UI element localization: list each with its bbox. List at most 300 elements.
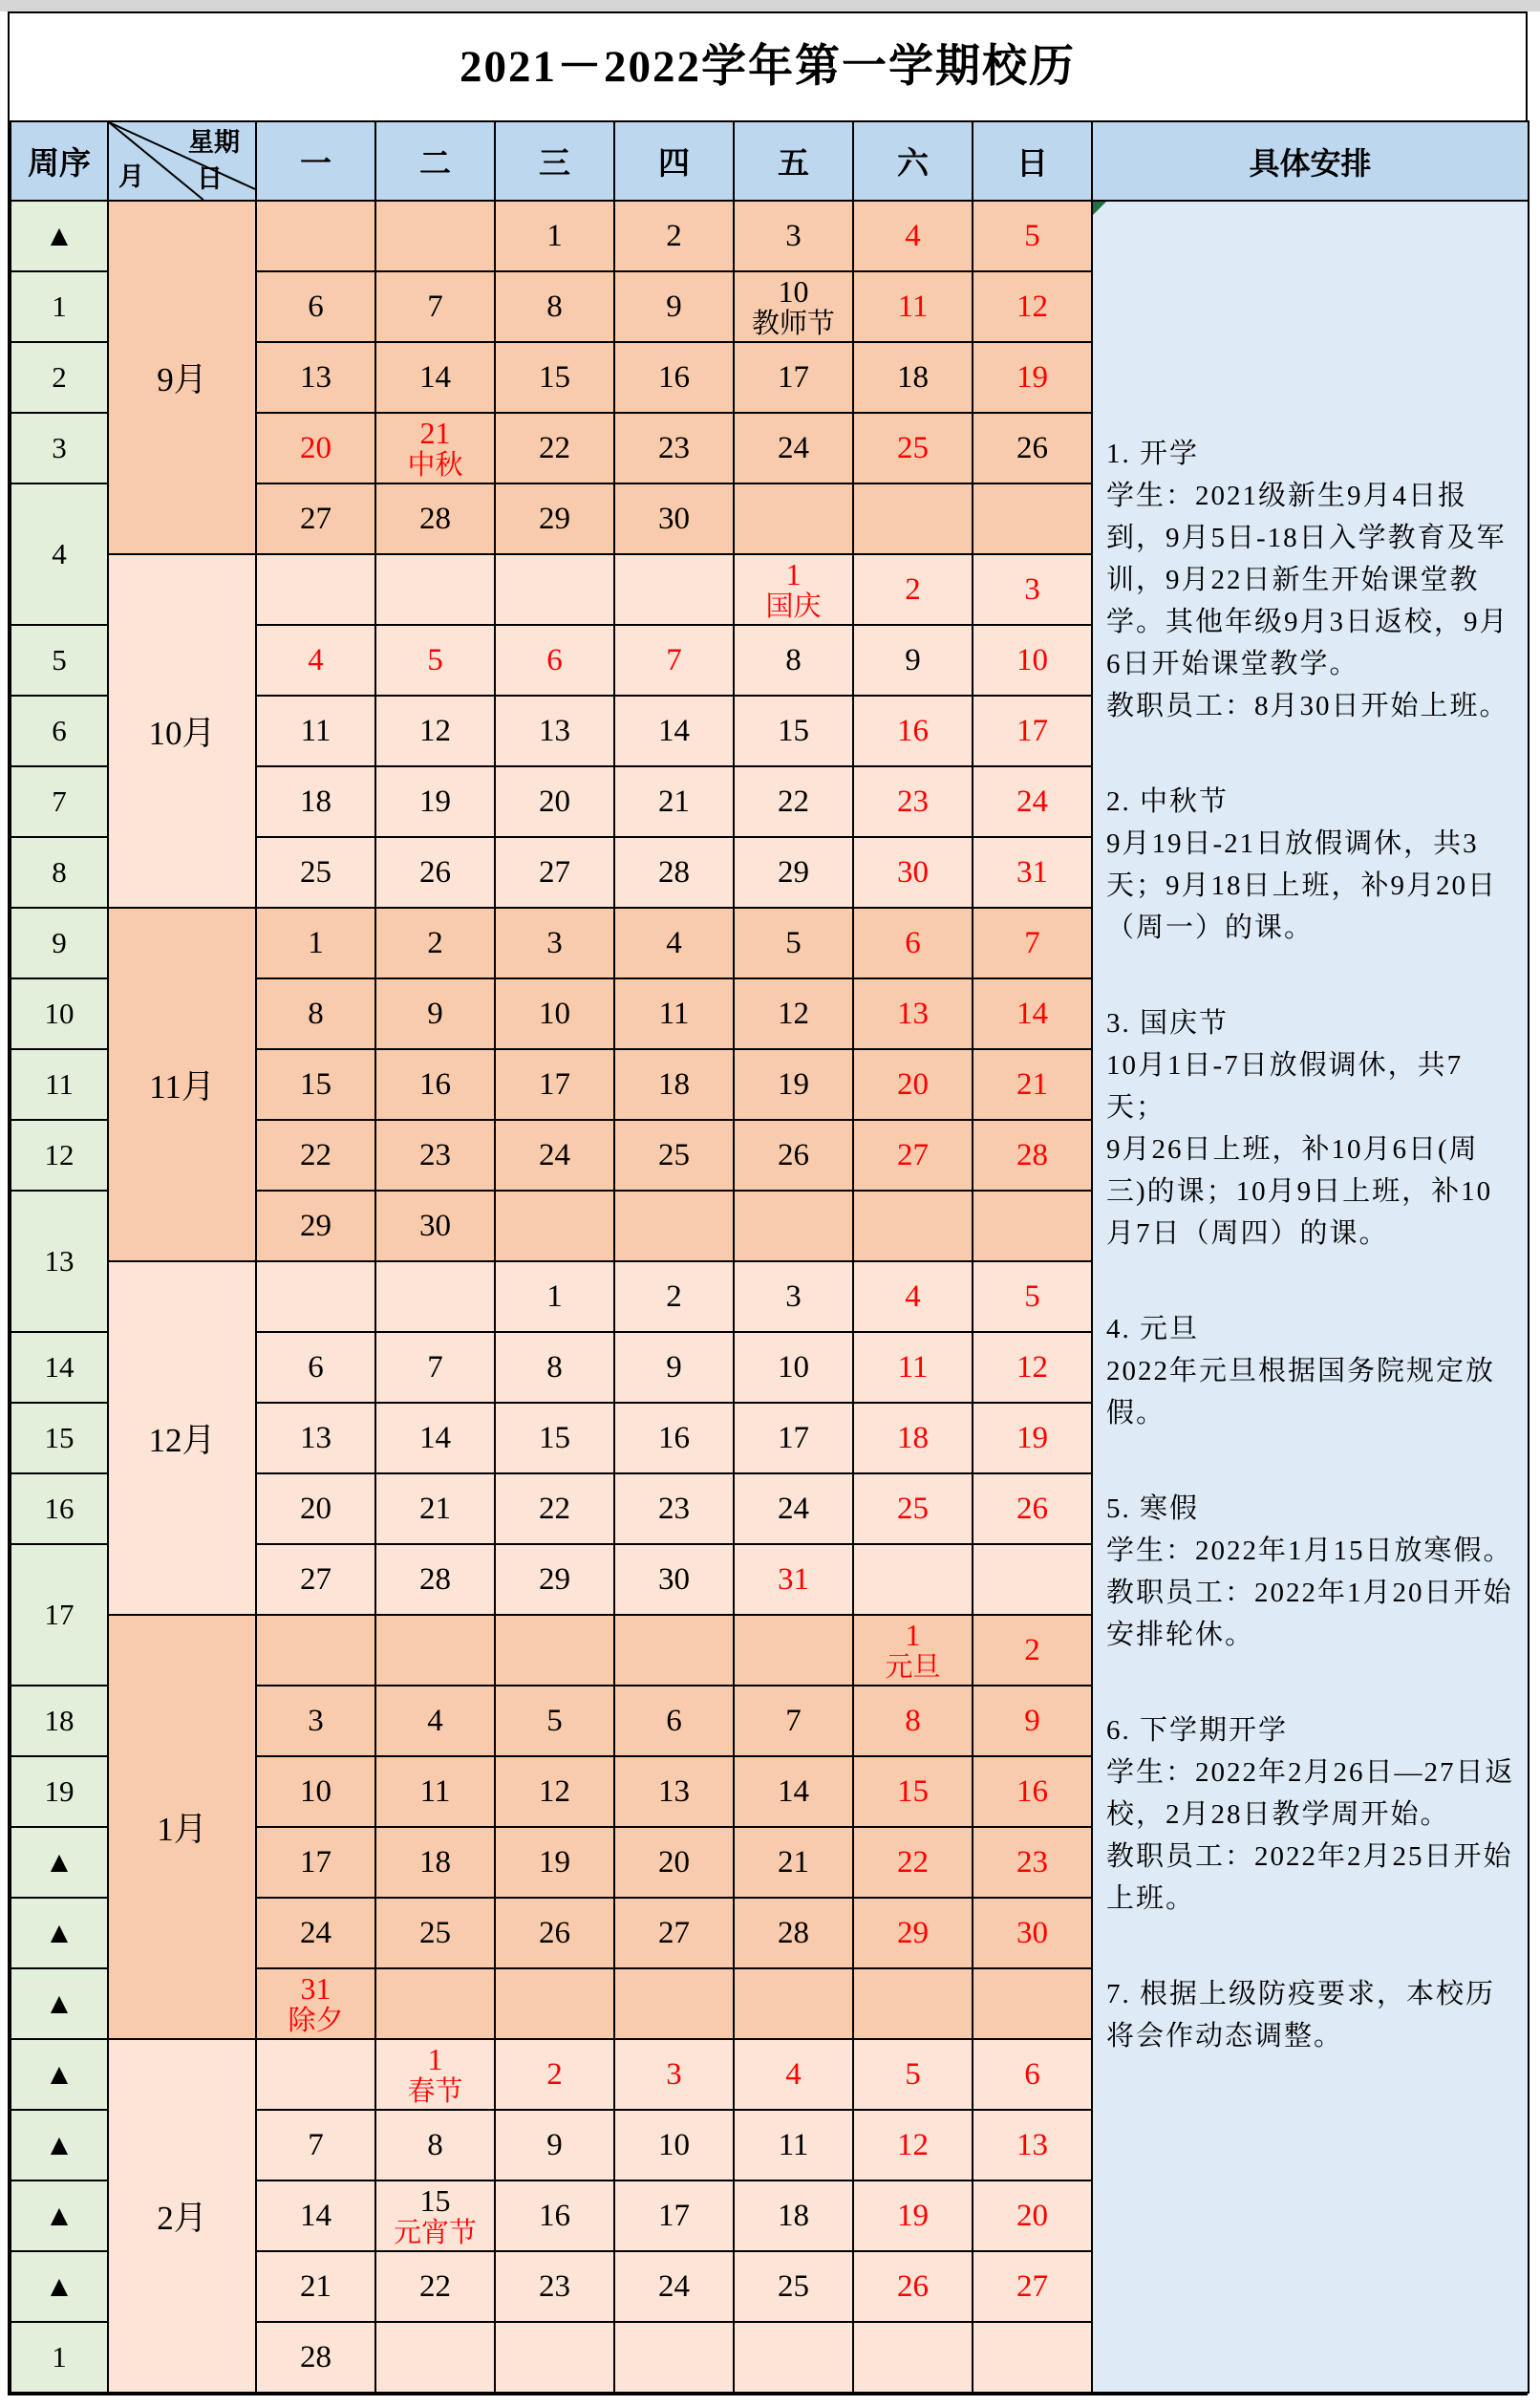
day-number: 7	[427, 1349, 443, 1385]
day-number: 2	[905, 571, 921, 607]
month-label-cell: 10月	[108, 554, 256, 908]
day-cell	[495, 1827, 614, 1898]
day-cell	[973, 2110, 1092, 2180]
day-number: 12	[539, 1773, 570, 1809]
day-cell	[973, 271, 1092, 342]
day-cell	[614, 554, 734, 625]
day-number: 23	[897, 784, 929, 819]
note-line: 6. 下学期开学	[1106, 1715, 1289, 1746]
day-cell	[734, 1827, 853, 1898]
day-cell	[853, 1898, 973, 1968]
day-number: 14	[300, 2198, 332, 2233]
day-cell	[734, 413, 853, 483]
day-cell	[495, 1968, 614, 2039]
day-cell	[495, 483, 614, 554]
day-cell	[495, 2251, 614, 2322]
day-cell	[853, 1191, 973, 1261]
day-cell	[734, 1756, 853, 1827]
day-cell	[734, 1332, 853, 1403]
note-line: 4. 元旦	[1106, 1314, 1200, 1344]
day-cell	[734, 271, 853, 342]
day-number: 8	[308, 996, 324, 1031]
day-number: 18	[658, 1066, 690, 1102]
holiday-label: 中秋	[407, 449, 463, 481]
day-number: 5	[1024, 1278, 1040, 1314]
day-number: 13	[300, 1420, 332, 1455]
day-number: 22	[300, 1137, 332, 1172]
day-number: 11	[897, 289, 929, 324]
day-number: 25	[778, 2268, 809, 2304]
day-number: 22	[539, 430, 570, 465]
day-cell	[375, 1968, 495, 2039]
day-number: 9	[666, 289, 682, 324]
day-number: 24	[539, 1137, 570, 1172]
day-cell	[375, 1615, 495, 1686]
day-number: 19	[1016, 1420, 1048, 1455]
day-cell	[973, 1332, 1092, 1403]
day-number: 25	[300, 854, 332, 890]
day-number: 24	[300, 1915, 332, 1950]
week-number-cell: 12	[11, 1120, 108, 1191]
day-number: 3	[308, 1703, 324, 1738]
day-number: 20	[539, 784, 570, 819]
day-number: 25	[419, 1915, 451, 1950]
day-cell	[973, 2039, 1092, 2110]
header-row	[11, 121, 1529, 201]
day-number: 21	[419, 415, 451, 450]
day-cell	[734, 342, 853, 413]
day-number: 16	[539, 2198, 570, 2233]
day-cell	[256, 1615, 375, 1686]
note-section	[1106, 1488, 1516, 1656]
day-cell	[256, 342, 375, 413]
day-cell	[256, 2251, 375, 2322]
day-number: 20	[300, 1491, 332, 1526]
day-cell	[375, 908, 495, 978]
day-cell	[614, 1544, 734, 1615]
day-cell	[614, 271, 734, 342]
day-number: 25	[658, 1137, 690, 1172]
day-number: 28	[419, 1561, 451, 1597]
week-number-cell: 5	[11, 625, 108, 696]
day-cell	[614, 1756, 734, 1827]
week-number-cell: ▲	[11, 2180, 108, 2251]
week-number-cell: 16	[11, 1473, 108, 1544]
day-number: 13	[1016, 2127, 1048, 2162]
day-cell	[973, 413, 1092, 483]
day-number: 9	[1024, 1703, 1040, 1738]
note-line: 5. 寒假	[1106, 1493, 1200, 1524]
day-cell	[853, 1403, 973, 1473]
day-cell	[973, 201, 1092, 271]
day-cell	[495, 2322, 614, 2393]
day-cell	[375, 1544, 495, 1615]
day-number: 21	[300, 2268, 332, 2304]
day-number: 6	[308, 289, 324, 324]
day-cell	[614, 1191, 734, 1261]
day-number: 12	[1016, 289, 1048, 324]
week-number-cell: 14	[11, 1332, 108, 1403]
day-number: 17	[1016, 713, 1048, 748]
day-cell	[734, 2180, 853, 2251]
day-cell	[614, 766, 734, 837]
day-cell	[853, 837, 973, 908]
day-number: 5	[427, 642, 443, 677]
note-line: 9月19日-21日放假调休，共3天；9月18日上班，补9月20日（周一）的课。	[1106, 828, 1498, 943]
day-cell	[853, 2110, 973, 2180]
day-cell	[256, 1332, 375, 1403]
month-label-cell: 9月	[108, 201, 256, 554]
day-number: 21	[419, 1491, 451, 1526]
day-cell	[256, 1049, 375, 1120]
note-line: 3. 国庆节	[1106, 1008, 1230, 1039]
day-number: 29	[539, 1561, 570, 1597]
day-cell	[973, 1686, 1092, 1756]
day-number: 7	[785, 1703, 802, 1738]
month-label-cell: 2月	[108, 2039, 256, 2393]
note-section	[1106, 1973, 1516, 2057]
day-cell	[614, 1968, 734, 2039]
day-cell	[495, 766, 614, 837]
week-number-cell: 1	[11, 2322, 108, 2393]
day-cell	[734, 1120, 853, 1191]
day-cell	[495, 978, 614, 1049]
day-cell	[973, 342, 1092, 413]
day-number: 12	[778, 996, 809, 1031]
note-line: 学生：2022年2月26日—27日返校，2月28日教学周开始。	[1106, 1757, 1515, 1830]
day-number: 14	[778, 1773, 809, 1809]
day-cell	[495, 837, 614, 908]
day-number: 3	[666, 2056, 682, 2092]
day-cell	[495, 1120, 614, 1191]
day-number: 20	[897, 1066, 929, 1102]
day-cell	[614, 1049, 734, 1120]
day-cell	[853, 2180, 973, 2251]
day-number: 10	[1016, 642, 1048, 677]
day-number: 23	[658, 430, 690, 465]
day-number: 15	[778, 713, 809, 748]
day-cell	[256, 908, 375, 978]
day-cell	[734, 1049, 853, 1120]
day-cell	[734, 696, 853, 766]
day-number: 19	[778, 1066, 809, 1102]
day-number: 24	[778, 1491, 809, 1526]
day-number: 31	[778, 1561, 809, 1597]
day-number: 11	[300, 713, 332, 748]
day-number: 28	[778, 1915, 809, 1950]
day-number: 28	[300, 2339, 332, 2374]
day-cell	[973, 1403, 1092, 1473]
day-cell	[375, 1261, 495, 1332]
day-number: 1	[427, 2041, 443, 2076]
day-cell	[614, 1898, 734, 1968]
week-number-cell: 4	[11, 483, 108, 625]
day-cell	[973, 1827, 1092, 1898]
day-number: 21	[1016, 1066, 1048, 1102]
day-number: 18	[897, 1420, 929, 1455]
day-cell	[375, 2110, 495, 2180]
day-number: 29	[300, 1208, 332, 1243]
day-cell	[256, 1756, 375, 1827]
day-number: 22	[897, 1844, 929, 1880]
day-cell	[375, 342, 495, 413]
week-number-cell: 18	[11, 1686, 108, 1756]
day-number: 20	[658, 1844, 690, 1880]
day-number: 24	[1016, 784, 1048, 819]
day-cell	[853, 1968, 973, 2039]
day-cell	[256, 1686, 375, 1756]
day-cell	[973, 766, 1092, 837]
day-cell	[375, 413, 495, 483]
day-cell	[614, 2039, 734, 2110]
day-cell	[495, 1898, 614, 1968]
day-cell	[853, 271, 973, 342]
day-number: 8	[905, 1703, 921, 1738]
day-cell	[973, 1473, 1092, 1544]
day-cell	[973, 837, 1092, 908]
day-cell	[853, 978, 973, 1049]
day-number: 15	[897, 1773, 929, 1809]
day-number: 2	[666, 1278, 682, 1314]
day-number: 30	[1016, 1915, 1048, 1950]
day-number: 27	[300, 1561, 332, 1597]
day-number: 17	[778, 1420, 809, 1455]
day-number: 18	[419, 1844, 451, 1880]
notes-panel	[1092, 201, 1529, 2393]
day-number: 1	[308, 925, 324, 960]
day-cell	[973, 1191, 1092, 1261]
day-cell	[853, 1049, 973, 1120]
day-cell	[614, 1686, 734, 1756]
day-cell	[853, 201, 973, 271]
day-number: 15	[300, 1066, 332, 1102]
note-section	[1106, 1709, 1516, 1920]
day-cell	[853, 1332, 973, 1403]
day-number: 8	[427, 2127, 443, 2162]
note-line: 2. 中秋节	[1106, 786, 1230, 817]
diagonal-weekday-label: 星期	[188, 128, 240, 157]
day-cell	[495, 201, 614, 271]
day-number: 24	[778, 430, 809, 465]
week-number-cell: 1	[11, 271, 108, 342]
day-cell	[495, 1261, 614, 1332]
day-number: 30	[419, 1208, 451, 1243]
header-sunday: 日	[973, 121, 1092, 201]
day-cell	[495, 1049, 614, 1120]
day-cell	[973, 696, 1092, 766]
day-cell	[614, 2322, 734, 2393]
day-cell	[256, 2180, 375, 2251]
day-cell	[375, 1332, 495, 1403]
day-cell	[375, 1403, 495, 1473]
day-number: 7	[666, 642, 682, 677]
day-cell	[973, 554, 1092, 625]
day-number: 1	[785, 556, 802, 591]
day-cell	[614, 837, 734, 908]
day-cell	[256, 1473, 375, 1544]
day-number: 8	[546, 289, 563, 324]
day-cell	[734, 766, 853, 837]
day-number: 19	[897, 2198, 929, 2233]
day-number: 15	[539, 1420, 570, 1455]
day-number: 27	[897, 1137, 929, 1172]
day-cell	[973, 483, 1092, 554]
day-cell	[256, 978, 375, 1049]
day-number: 2	[427, 925, 443, 960]
day-cell	[495, 908, 614, 978]
day-number: 14	[1016, 996, 1048, 1031]
day-cell	[375, 978, 495, 1049]
day-number: 2	[1024, 1632, 1040, 1667]
header-monday: 一	[256, 121, 375, 201]
cell-corner-marker-icon	[1093, 202, 1106, 215]
day-cell	[614, 1332, 734, 1403]
week-number-cell: ▲	[11, 1898, 108, 1968]
day-number: 5	[546, 1703, 563, 1738]
day-number: 3	[785, 1278, 802, 1314]
day-number: 16	[658, 359, 690, 395]
day-number: 17	[300, 1844, 332, 1880]
day-number: 27	[539, 854, 570, 890]
day-cell	[734, 978, 853, 1049]
day-number: 26	[1016, 1491, 1048, 1526]
day-cell	[614, 1261, 734, 1332]
day-cell	[614, 483, 734, 554]
day-number: 29	[897, 1915, 929, 1950]
calendar-table	[10, 120, 1529, 2394]
window-top-strip	[0, 0, 1540, 11]
day-number: 4	[308, 642, 324, 677]
day-cell	[256, 1191, 375, 1261]
day-cell	[973, 1261, 1092, 1332]
day-cell	[973, 2251, 1092, 2322]
day-cell	[375, 1898, 495, 1968]
day-cell	[375, 2251, 495, 2322]
day-cell	[973, 1120, 1092, 1191]
header-diagonal-cell	[108, 121, 256, 201]
day-number: 4	[427, 1703, 443, 1738]
header-week-order: 周序	[11, 121, 108, 201]
day-number: 19	[1016, 359, 1048, 395]
day-number: 14	[419, 1420, 451, 1455]
note-line: 7. 根据上级防疫要求，本校历将会作动态调整。	[1106, 1979, 1496, 2052]
day-number: 24	[658, 2268, 690, 2304]
holiday-label: 除夕	[288, 2005, 344, 2036]
day-number: 26	[897, 2268, 929, 2304]
day-cell	[853, 908, 973, 978]
day-cell	[256, 1544, 375, 1615]
day-cell	[734, 1968, 853, 2039]
day-number: 13	[300, 359, 332, 395]
day-cell	[853, 1544, 973, 1615]
day-cell	[853, 696, 973, 766]
day-number: 9	[546, 2127, 563, 2162]
day-cell	[973, 1544, 1092, 1615]
day-cell	[256, 483, 375, 554]
day-number: 7	[427, 289, 443, 324]
day-cell	[375, 1756, 495, 1827]
day-cell	[734, 1686, 853, 1756]
day-number: 27	[1016, 2268, 1048, 2304]
day-number: 13	[658, 1773, 690, 1809]
day-number: 26	[1016, 430, 1048, 465]
day-number: 16	[1016, 1773, 1048, 1809]
day-number: 21	[658, 784, 690, 819]
day-number: 6	[1024, 2056, 1040, 2092]
day-cell	[256, 837, 375, 908]
day-cell	[375, 625, 495, 696]
day-cell	[973, 1898, 1092, 1968]
day-number: 14	[419, 359, 451, 395]
day-cell	[853, 2251, 973, 2322]
day-cell	[256, 201, 375, 271]
day-cell	[853, 1615, 973, 1686]
calendar-body	[11, 201, 1529, 2393]
day-cell	[734, 483, 853, 554]
note-line: 学生：2021级新生9月4日报到，9月5日-18日入学教育及军训，9月22日新生开始课堂教学。其他年级9月3日返校，9月6日开始课堂教学。	[1106, 481, 1509, 679]
day-cell	[495, 1403, 614, 1473]
day-number: 12	[897, 2127, 929, 2162]
week-number-cell: 11	[11, 1049, 108, 1120]
note-section	[1106, 781, 1516, 949]
day-cell	[375, 1120, 495, 1191]
day-number: 14	[658, 713, 690, 748]
day-number: 6	[546, 642, 563, 677]
day-cell	[375, 696, 495, 766]
week-number-cell: 17	[11, 1544, 108, 1686]
day-number: 4	[905, 1278, 921, 1314]
day-number: 10	[300, 1773, 332, 1809]
day-cell	[256, 2322, 375, 2393]
day-number: 30	[897, 854, 929, 890]
day-cell	[375, 1191, 495, 1261]
holiday-label: 国庆	[765, 591, 822, 622]
day-cell	[973, 2180, 1092, 2251]
day-cell	[256, 625, 375, 696]
day-cell	[495, 2110, 614, 2180]
day-number: 11	[778, 2127, 809, 2162]
day-cell	[375, 1686, 495, 1756]
day-number: 10	[778, 1349, 809, 1385]
month-label-cell: 1月	[108, 1615, 256, 2039]
day-cell	[973, 1968, 1092, 2039]
day-number: 26	[778, 1137, 809, 1172]
day-number: 28	[658, 854, 690, 890]
diagonal-day-label: 日	[197, 164, 223, 193]
note-line: 学生：2022年1月15日放寒假。	[1106, 1536, 1513, 1566]
day-cell	[853, 2039, 973, 2110]
day-number: 9	[427, 996, 443, 1031]
day-number: 5	[1024, 218, 1040, 253]
month-label-cell: 11月	[108, 908, 256, 1261]
day-cell	[495, 1756, 614, 1827]
day-cell	[853, 1261, 973, 1332]
day-cell	[614, 1403, 734, 1473]
day-cell	[734, 837, 853, 908]
day-cell	[495, 1473, 614, 1544]
day-cell	[256, 271, 375, 342]
day-number: 2	[666, 218, 682, 253]
note-section	[1106, 1002, 1516, 1255]
calendar-row	[11, 201, 1529, 271]
day-number: 3	[785, 218, 802, 253]
week-number-cell: 13	[11, 1191, 108, 1332]
day-cell	[256, 766, 375, 837]
header-saturday: 六	[853, 121, 973, 201]
week-number-cell: 7	[11, 766, 108, 837]
day-cell	[614, 696, 734, 766]
day-number: 27	[300, 501, 332, 536]
